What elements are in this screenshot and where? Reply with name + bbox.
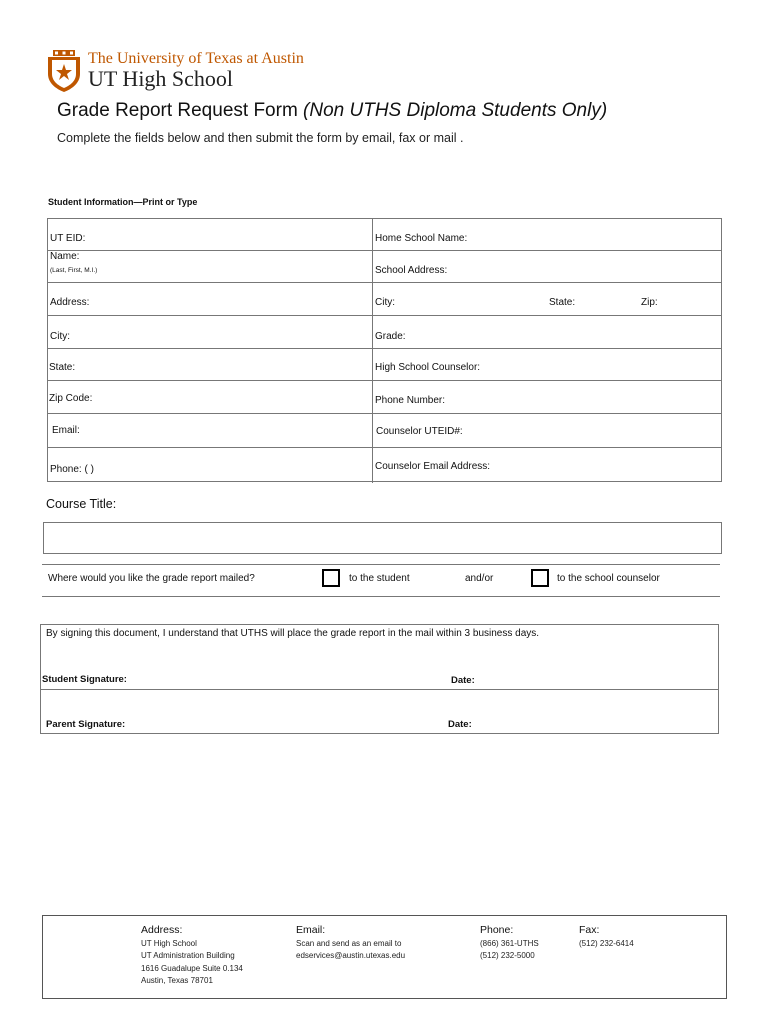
counselor-phone-field[interactable]: Phone Number: — [375, 395, 446, 406]
state-field[interactable]: State: — [49, 362, 76, 373]
school-state-field[interactable]: State: — [549, 297, 576, 308]
school-city-field[interactable]: City: — [375, 297, 395, 308]
address-field[interactable]: Address: — [50, 297, 90, 308]
mail-to-counselor-label: to the school counselor — [557, 573, 660, 584]
table-divider — [48, 413, 721, 414]
course-title-label: Course Title: — [46, 497, 117, 511]
table-divider — [372, 219, 373, 483]
mail-to-student-checkbox[interactable] — [322, 569, 340, 587]
ut-shield-logo — [47, 50, 81, 92]
school-address-field[interactable]: School Address: — [375, 265, 448, 276]
table-divider — [48, 250, 721, 251]
student-signature-field[interactable]: Student Signature: — [42, 674, 127, 685]
home-school-name-field[interactable]: Home School Name: — [375, 233, 468, 244]
form-title-subtitle: (Non UTHS Diploma Students Only) — [303, 100, 608, 121]
table-divider — [48, 282, 721, 283]
counselor-email-field[interactable]: Counselor Email Address: — [375, 461, 491, 472]
footer-phone-line: (512) 232-5000 — [480, 951, 535, 960]
footer-email-line: Scan and send as an email to — [296, 939, 402, 948]
footer-address-line: 1616 Guadalupe Suite 0.134 — [141, 964, 243, 973]
footer-address-line: UT High School — [141, 939, 197, 948]
footer-phone-heading: Phone: — [480, 924, 514, 936]
footer-email-address[interactable]: edservices@austin.utexas.edu — [296, 951, 406, 960]
counselor-field[interactable]: High School Counselor: — [375, 362, 481, 373]
table-divider — [48, 380, 721, 381]
form-title-main: Grade Report Request Form — [57, 100, 298, 121]
footer-address-line: UT Administration Building — [141, 951, 235, 960]
section-heading: Student Information—Print or Type — [48, 197, 198, 207]
signature-divider — [41, 689, 718, 690]
footer-email-heading: Email: — [296, 924, 326, 936]
signature-box — [40, 624, 719, 734]
mailing-question: Where would you like the grade report mailed? — [48, 573, 255, 584]
city-field[interactable]: City: — [50, 331, 70, 342]
phone-field[interactable]: Phone: ( ) — [50, 464, 94, 475]
mailing-connector: and/or — [465, 573, 494, 584]
counselor-uteid-field[interactable]: Counselor UTEID#: — [376, 426, 463, 437]
parent-signature-field[interactable]: Parent Signature: — [46, 719, 126, 730]
table-divider — [48, 348, 721, 349]
name-field[interactable]: Name: — [50, 251, 80, 262]
school-name: UT High School — [88, 66, 234, 91]
grade-field[interactable]: Grade: — [375, 331, 406, 342]
footer-fax-heading: Fax: — [579, 924, 600, 936]
course-title-input[interactable] — [43, 522, 722, 554]
parent-date-field[interactable]: Date: — [448, 719, 472, 730]
form-title — [57, 100, 607, 122]
footer-address-line: Austin, Texas 78701 — [141, 976, 213, 985]
footer-fax-line: (512) 232-6414 — [579, 939, 634, 948]
email-field[interactable]: Email: — [52, 425, 80, 436]
footer-phone-line: (866) 361-UTHS — [480, 939, 539, 948]
signature-statement: By signing this document, I understand that UTHS will place the grade report in the mail within 3 business days. — [46, 628, 540, 639]
table-divider — [48, 447, 721, 448]
student-info-table — [47, 218, 722, 482]
zip-code-field[interactable]: Zip Code: — [49, 393, 93, 404]
mail-to-student-label: to the student — [349, 573, 410, 584]
footer-address-heading: Address: — [141, 924, 183, 936]
school-zip-field[interactable]: Zip: — [641, 297, 658, 308]
ut-eid-field[interactable]: UT EID: — [50, 233, 86, 244]
name-field-hint: (Last, First, M.I.) — [50, 267, 98, 274]
mail-to-counselor-checkbox[interactable] — [531, 569, 549, 587]
table-divider — [48, 315, 721, 316]
student-date-field[interactable]: Date: — [451, 675, 475, 686]
form-instructions: Complete the fields below and then submit the form by email, fax or mail . — [57, 131, 464, 145]
university-name: The University of Texas at Austin — [88, 50, 304, 67]
